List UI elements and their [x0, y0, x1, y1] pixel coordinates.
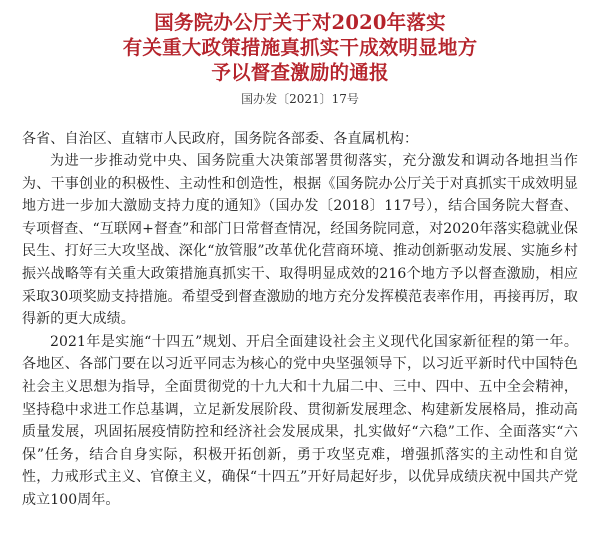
body-paragraph-1: 为进一步推动党中央、国务院重大决策部署贯彻落实，充分激发和调动各地担当作为、干事创业的积极性、主动性和创造性，根据《国务院办公厅关于对真抓实干成效明显地方进一步加大激励支持力度的通知》（国办发〔2018〕117号），结合国务院大督查、专项督查、“互联网+督查”和部门日常督查情况，经国务院同意，对2020年落实稳就业保民生、打好三大攻坚战、深化“放管服”改革优化营商环境、推动创新驱动发展、实施乡村振兴战略等有关重大政策措施真抓实干、取得明显成效的216个地方予以督查激励，相应采取30项奖励支持措施。希望受到督查激励的地方充分发挥模范表率作用，再接再厉，取得新的更大成绩。 — [22, 153, 578, 328]
document-number: 国办发〔2021〕17号 — [241, 92, 359, 106]
salutation: 各省、自治区、直辖市人民政府，国务院各部委、各直属机构： — [22, 131, 419, 147]
body-paragraph-2: 2021年是实施“十四五”规划、开启全面建设社会主义现代化国家新征程的第一年。各地区、各部门要在以习近平同志为核心的党中央坚强领导下，以习近平新时代中国特色社会主义思想为指导，全面贯彻党的十九大和十九届二中、三中、四中、五中全会精神，坚持稳中求进工作总基调，立足新发展阶段、贯彻新发展理念、构建新发展格局，推动高质量发展，巩固拓展疫情防控和经济社会发展成果，扎实做好“六稳”工作、全面落实“六保”任务，结合自身实际，积极开拓创新，勇于攻坚克难，增强抓落实的主动性和自觉性，力戒形式主义、官僚主义，确保“十四五”开好局起好步，以优异成绩庆祝中国共产党成立100周年。 — [22, 333, 578, 508]
title-line-3: 予以督查激励的通报 — [211, 61, 389, 84]
title-line-2: 有关重大政策措施真抓实干成效明显地方 — [122, 36, 478, 59]
title-line-1: 国务院办公厅关于对2020年落实 — [154, 11, 446, 34]
notice-title — [22, 10, 578, 85]
